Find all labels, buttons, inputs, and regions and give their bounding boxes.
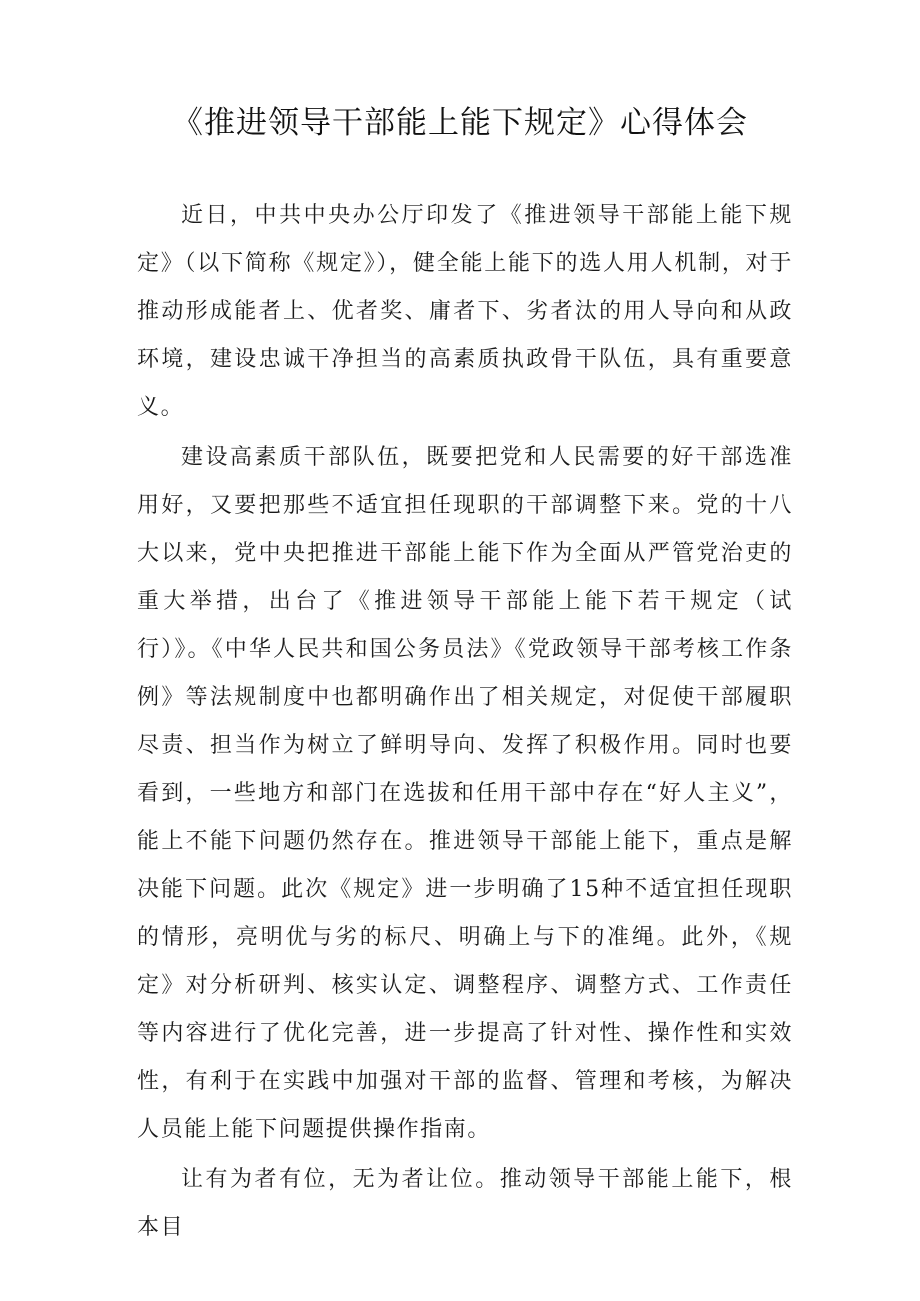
paragraph-1: 近日，中共中央办公厅印发了《推进领导干部能上能下规定》（以下简称《规定》），健全能上能下的选人用人机制，对于推动形成能者上、优者奖、庸者下、劣者汰的用人导向和从政环境，建设忠诚干净担当的高素质执政骨干队伍，具有重要意义。 (137, 203, 793, 420)
paragraph-2: 建设高素质干部队伍，既要把党和人民需要的好干部选准用好，又要把那些不适宜担任现职的干部调整下来。党的十八大以来，党中央把推进干部能上能下作为全面从严管党治吏的重大举措，出台了《推进领导干部能上能下若干规定（试行）》。《中华人民共和国公务员法》《党政领导干部考核工作条例》等法规制度中也都明确作出了相关规定，对促使干部履职尽责、担当作为树立了鲜明导向、发挥了积极作用。同时也要看到，一些地方和部门在选拔和任用干部中存在“好人主义”，能上不能下问题仍然存在。推进领导干部能上能下，重点是解决能下问题。此次《规定》进一步明确了15种不适宜担任现职的情形，亮明优与劣的标尺、明确上与下的准绳。此外，《规定》对分析研判、核实认定、调整程序、调整方式、工作责任等内容进行了优化完善，进一步提高了针对性、操作性和实效性，有利于在实践中加强对干部的监督、管理和考核，为解决人员能上能下问题提供操作指南。 (137, 445, 793, 1142)
document-title: 《推进领导干部能上能下规定》心得体会 (172, 105, 748, 141)
paragraph-3: 让有为者有位，无为者让位。推动领导干部能上能下，根本目 (137, 1167, 793, 1240)
document-body (137, 192, 793, 1254)
